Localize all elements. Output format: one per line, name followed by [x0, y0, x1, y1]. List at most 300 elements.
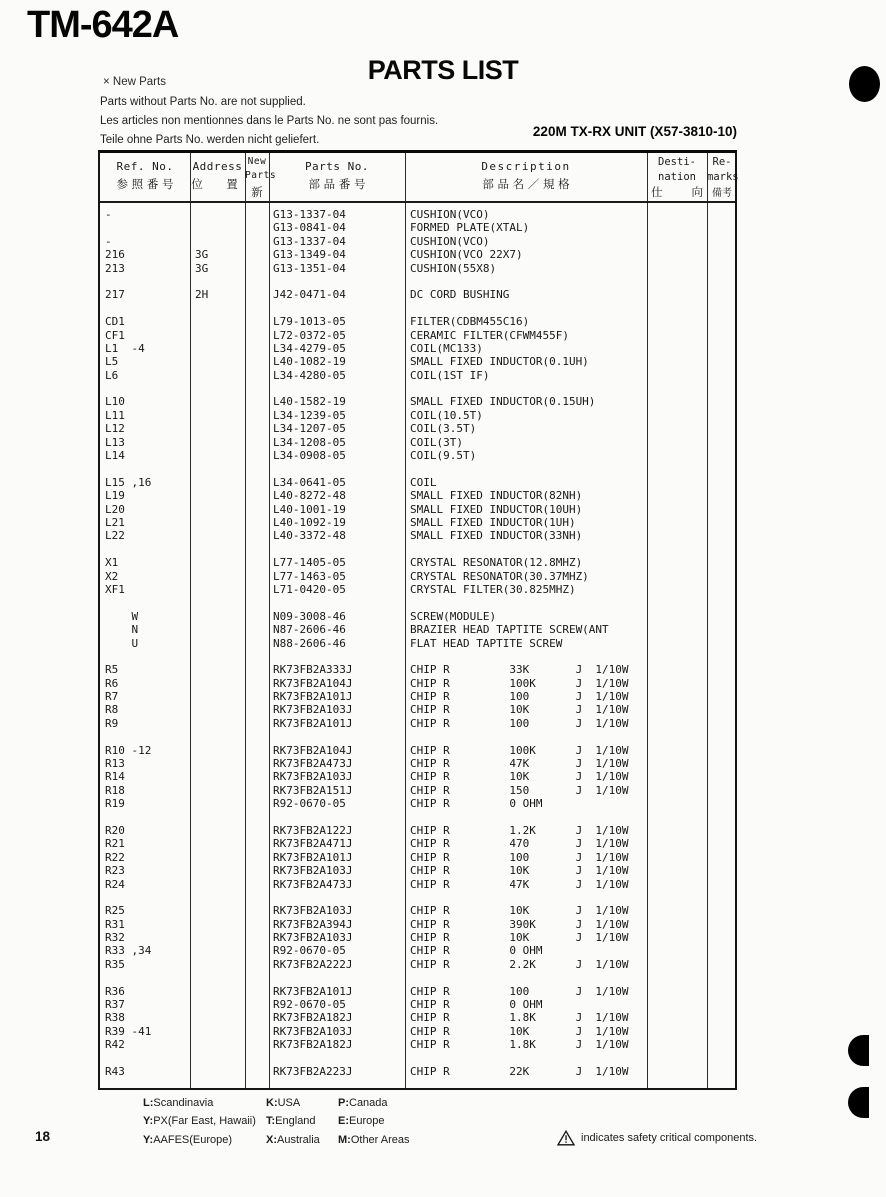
cell-np: [245, 770, 269, 783]
cell-addr: [190, 703, 245, 716]
cell-np: [245, 958, 269, 971]
cell-np: [245, 677, 269, 690]
cell-addr: [190, 770, 245, 783]
safety-note-text: indicates safety critical components.: [581, 1132, 758, 1144]
table-row: [100, 904, 735, 917]
cell-np: [245, 784, 269, 797]
cell-ref: L13: [105, 435, 125, 449]
cell-np: [245, 703, 269, 716]
cell-desc: COIL(9.5T): [410, 449, 477, 463]
table-row: [100, 998, 735, 1011]
cell-ref: X1: [105, 556, 119, 570]
table-row: [100, 489, 735, 502]
table-row: [100, 1065, 735, 1078]
cell-desc: CHIP R 1.8K J 1/10W: [410, 1011, 629, 1025]
table-row: [100, 449, 735, 462]
cell-ref: -: [105, 208, 112, 221]
note-line: Teile ohne Parts No. werden nicht geliefert.: [100, 134, 320, 146]
table-row: [100, 503, 735, 516]
cell-np: [245, 570, 269, 583]
table-row: [100, 637, 735, 650]
cell-np: [245, 851, 269, 864]
cell-addr: [190, 449, 245, 462]
table-row: [100, 944, 735, 957]
cell-desc: CHIP R 0 OHM: [410, 797, 543, 811]
cell-desc: CHIP R 47K J 1/10W: [410, 757, 629, 771]
cell-desc: FLAT HEAD TAPTITE SCREW: [410, 636, 563, 650]
cell-ref: L20: [105, 502, 125, 516]
table-row: [100, 918, 735, 931]
cell-parts: RK73FB2A101J: [273, 984, 353, 998]
page-number: 18: [35, 1129, 51, 1144]
table-row: [100, 1025, 735, 1038]
cell-ref: L15 ,16: [105, 475, 152, 489]
destination-legend: [143, 1097, 498, 1152]
cell-ref: L6: [105, 368, 119, 382]
cell-addr: [190, 864, 245, 877]
cell-addr: 2H: [195, 288, 209, 302]
header-description: Description 部 品 名 ／ 規 格: [481, 160, 571, 191]
cell-np: [245, 529, 269, 542]
legend-item: X:Australia: [266, 1133, 320, 1146]
cell-addr: [190, 998, 245, 1011]
cell-desc: SMALL FIXED INDUCTOR(10UH): [410, 502, 583, 516]
cell-parts: R92-0670-05: [273, 944, 346, 958]
cell-np: [245, 329, 269, 342]
cell-desc: FILTER(CDBM455C16): [410, 315, 530, 329]
warning-triangle-icon: [557, 1130, 575, 1146]
legend-item: Y:PX(Far East, Hawaii): [143, 1115, 256, 1128]
cell-desc: CHIP R 0 OHM: [410, 944, 543, 958]
cell-desc: COIL(3T): [410, 435, 463, 449]
cell-np: [245, 623, 269, 636]
cell-parts: L77-1405-05: [273, 556, 346, 570]
table-row: [100, 315, 735, 328]
table-row: [100, 235, 735, 248]
table-body: [100, 203, 735, 1092]
table-row: [100, 329, 735, 342]
cell-parts: L72-0372-05: [273, 328, 346, 342]
table-row: [100, 757, 735, 770]
table-row: [100, 248, 735, 261]
cell-ref: N: [105, 623, 139, 637]
cell-addr: [190, 221, 245, 234]
cell-addr: [190, 476, 245, 489]
cell-desc: BRAZIER HEAD TAPTITE SCREW(ANT: [410, 623, 609, 637]
cell-np: [245, 369, 269, 382]
cell-np: [245, 395, 269, 408]
cell-parts: R92-0670-05: [273, 998, 346, 1012]
cell-desc: CHIP R 47K J 1/10W: [410, 877, 629, 891]
cell-np: [245, 449, 269, 462]
cell-ref: CF1: [105, 328, 125, 342]
table-row: [100, 556, 735, 569]
cell-np: [245, 436, 269, 449]
cell-ref: R18: [105, 783, 125, 797]
cell-np: [245, 637, 269, 650]
cell-desc: CUSHION(VCO): [410, 208, 490, 221]
cell-addr: [190, 529, 245, 542]
cell-parts: L40-1001-19: [273, 502, 346, 516]
cell-desc: COIL(3.5T): [410, 422, 477, 436]
cell-addr: [190, 690, 245, 703]
cell-parts: L34-0908-05: [273, 449, 346, 463]
table-row: [100, 208, 735, 221]
cell-addr: [190, 342, 245, 355]
cell-ref: L11: [105, 408, 125, 422]
note-line: Les articles non mentionnes dans le Parts No. ne sont pas fournis.: [100, 115, 439, 127]
cell-ref: R14: [105, 770, 125, 784]
cell-parts: G13-1351-04: [273, 261, 346, 275]
cell-addr: [190, 1065, 245, 1078]
cell-addr: [190, 837, 245, 850]
cell-np: [245, 315, 269, 328]
cell-ref: R13: [105, 757, 125, 771]
table-row: [100, 851, 735, 864]
cell-ref: XF1: [105, 582, 125, 596]
cell-desc: CHIP R 2.2K J 1/10W: [410, 957, 629, 971]
cell-desc: CHIP R 10K J 1/10W: [410, 864, 629, 878]
cell-addr: [190, 623, 245, 636]
cell-parts: RK73FB2A122J: [273, 823, 353, 837]
cell-addr: [190, 583, 245, 596]
cell-parts: L40-3372-48: [273, 529, 346, 543]
cell-ref: R25: [105, 904, 125, 918]
safety-note: [557, 1130, 757, 1146]
table-row: [100, 262, 735, 275]
note-line: Parts without Parts No. are not supplied.: [100, 96, 306, 108]
cell-np: [245, 503, 269, 516]
cell-parts: RK73FB2A103J: [273, 864, 353, 878]
cell-parts: L34-1207-05: [273, 422, 346, 436]
cell-addr: [190, 931, 245, 944]
table-row: [100, 824, 735, 837]
header-new-parts: New Parts 新: [245, 156, 277, 199]
cell-parts: L34-1239-05: [273, 408, 346, 422]
cell-addr: [190, 395, 245, 408]
cell-ref: -: [105, 234, 112, 248]
cell-np: [245, 409, 269, 422]
cell-addr: [190, 235, 245, 248]
cell-np: [245, 824, 269, 837]
cell-desc: FORMED PLATE(XTAL): [410, 221, 530, 235]
cell-desc: COIL: [410, 475, 437, 489]
cell-parts: RK73FB2A182J: [273, 1011, 353, 1025]
table-row: [100, 516, 735, 529]
cell-parts: G13-0841-04: [273, 221, 346, 235]
legend-item: E:Europe: [338, 1115, 385, 1128]
cell-parts: L77-1463-05: [273, 569, 346, 583]
cell-addr: [190, 1025, 245, 1038]
cell-addr: [190, 570, 245, 583]
cell-desc: SCREW(MODULE): [410, 609, 497, 623]
cell-ref: L12: [105, 422, 125, 436]
cell-addr: [190, 904, 245, 917]
cell-parts: G13-1349-04: [273, 248, 346, 262]
cell-desc: CHIP R 10K J 1/10W: [410, 703, 629, 717]
cell-parts: RK73FB2A103J: [273, 1024, 353, 1038]
cell-np: [245, 931, 269, 944]
cell-addr: [190, 369, 245, 382]
cell-ref: W: [105, 609, 139, 623]
table-row: [100, 717, 735, 730]
table-row: [100, 690, 735, 703]
cell-addr: [190, 422, 245, 435]
cell-np: [245, 221, 269, 234]
table-row: [100, 744, 735, 757]
cell-desc: DC CORD BUSHING: [410, 288, 510, 302]
cell-ref: R35: [105, 957, 125, 971]
cell-ref: 217: [105, 288, 125, 302]
cell-addr: [190, 663, 245, 676]
cell-addr: [190, 851, 245, 864]
cell-parts: L40-8272-48: [273, 489, 346, 503]
cell-np: [245, 262, 269, 275]
notes-block: [100, 93, 438, 150]
cell-np: [245, 690, 269, 703]
cell-desc: SMALL FIXED INDUCTOR(82NH): [410, 489, 583, 503]
table-row: [100, 770, 735, 783]
cell-addr: [190, 436, 245, 449]
cell-desc: CHIP R 100 J 1/10W: [410, 690, 629, 704]
cell-np: [245, 1011, 269, 1024]
header-ref: Ref. No. 参 照 番 号: [116, 160, 174, 191]
cell-np: [245, 904, 269, 917]
cell-addr: [190, 824, 245, 837]
cell-parts: J42-0471-04: [273, 288, 346, 302]
cell-desc: CRYSTAL RESONATOR(30.37MHZ): [410, 569, 589, 583]
cell-parts: L71-0420-05: [273, 582, 346, 596]
cell-desc: CHIP R 470 J 1/10W: [410, 837, 629, 851]
cell-ref: R33 ,34: [105, 944, 152, 958]
cell-parts: L40-1582-19: [273, 395, 346, 409]
edge-mark: [848, 1035, 869, 1066]
cell-ref: R37: [105, 998, 125, 1012]
cell-ref: L1 -4: [105, 341, 145, 355]
cell-parts: N88-2606-46: [273, 636, 346, 650]
cell-ref: R8: [105, 703, 119, 717]
cell-desc: CHIP R 150 J 1/10W: [410, 783, 629, 797]
table-row: [100, 288, 735, 301]
cell-desc: CUSHION(55X8): [410, 261, 497, 275]
cell-np: [245, 717, 269, 730]
cell-ref: R43: [105, 1065, 125, 1078]
cell-ref: L10: [105, 395, 125, 409]
cell-desc: CHIP R 1.2K J 1/10W: [410, 823, 629, 837]
cell-np: [245, 489, 269, 502]
table-row: [100, 985, 735, 998]
table-row: [100, 784, 735, 797]
cell-addr: [190, 1011, 245, 1024]
table-row: [100, 1038, 735, 1051]
cell-parts: G13-1337-04: [273, 234, 346, 248]
header-address: Address 位 置: [191, 160, 244, 191]
cell-parts: RK73FB2A101J: [273, 850, 353, 864]
table-row: [100, 610, 735, 623]
cell-parts: L34-1208-05: [273, 435, 346, 449]
cell-addr: [190, 409, 245, 422]
cell-desc: CHIP R 10K J 1/10W: [410, 1024, 629, 1038]
cell-desc: SMALL FIXED INDUCTOR(0.15UH): [410, 395, 596, 409]
cell-ref: R22: [105, 850, 125, 864]
cell-ref: R19: [105, 797, 125, 811]
cell-ref: R7: [105, 690, 119, 704]
cell-np: [245, 757, 269, 770]
cell-addr: [190, 717, 245, 730]
table-row: [100, 529, 735, 542]
cell-ref: R32: [105, 931, 125, 945]
table-row: [100, 395, 735, 408]
cell-parts: N09-3008-46: [273, 609, 346, 623]
cell-addr: [190, 556, 245, 569]
cell-parts: RK73FB2A222J: [273, 957, 353, 971]
cell-np: [245, 422, 269, 435]
cell-addr: [190, 329, 245, 342]
cell-np: [245, 476, 269, 489]
cell-addr: [190, 757, 245, 770]
cell-desc: CHIP R 10K J 1/10W: [410, 904, 629, 918]
cell-ref: L22: [105, 529, 125, 543]
cell-addr: [190, 610, 245, 623]
cell-ref: [100, 221, 190, 234]
cell-desc: CHIP R 0 OHM: [410, 998, 543, 1012]
cell-ref: R24: [105, 877, 125, 891]
cell-np: [245, 556, 269, 569]
cell-np: [245, 342, 269, 355]
cell-parts: RK73FB2A103J: [273, 904, 353, 918]
cell-ref: U: [105, 636, 139, 650]
cell-ref: R21: [105, 837, 125, 851]
cell-parts: RK73FB2A104J: [273, 743, 353, 757]
legend-item: T:England: [266, 1115, 316, 1128]
cell-np: [245, 583, 269, 596]
table-row: [100, 797, 735, 810]
cell-parts: RK73FB2A473J: [273, 877, 353, 891]
table-row: [100, 583, 735, 596]
edge-mark: [848, 1087, 869, 1118]
cell-desc: COIL(10.5T): [410, 408, 483, 422]
cell-ref: R42: [105, 1038, 125, 1052]
cell-np: [245, 837, 269, 850]
cell-ref: R20: [105, 823, 125, 837]
cell-parts: RK73FB2A394J: [273, 917, 353, 931]
cell-desc: CRYSTAL RESONATOR(12.8MHZ): [410, 556, 583, 570]
cell-ref: L14: [105, 449, 125, 463]
cell-parts: L40-1092-19: [273, 515, 346, 529]
legend-item: L:Scandinavia: [143, 1097, 214, 1109]
cell-parts: L79-1013-05: [273, 315, 346, 329]
cell-parts: RK73FB2A151J: [273, 783, 353, 797]
cell-addr: [190, 677, 245, 690]
cell-np: [245, 1065, 269, 1078]
table-row: [100, 436, 735, 449]
cell-parts: R92-0670-05: [273, 797, 346, 811]
cell-addr: [190, 208, 245, 221]
cell-np: [245, 663, 269, 676]
cell-desc: SMALL FIXED INDUCTOR(1UH): [410, 515, 576, 529]
table-row: [100, 837, 735, 850]
header-parts-no: Parts No. 部 品 番 号: [304, 160, 370, 191]
cell-parts: RK73FB2A333J: [273, 663, 353, 677]
cell-addr: [190, 503, 245, 516]
header-destination: Desti- nation 仕 向: [651, 156, 703, 199]
cell-ref: CD1: [105, 315, 125, 329]
cell-parts: RK73FB2A103J: [273, 770, 353, 784]
table-row: [100, 958, 735, 971]
cell-ref: R39 -41: [105, 1024, 152, 1038]
table-row: [100, 623, 735, 636]
cell-np: [245, 944, 269, 957]
cell-addr: [190, 744, 245, 757]
cell-ref: R5: [105, 663, 119, 677]
cell-parts: RK73FB2A471J: [273, 837, 353, 851]
legend-item: K:USA: [266, 1097, 301, 1109]
cell-addr: [190, 918, 245, 931]
cell-addr: [190, 784, 245, 797]
cell-parts: L40-1082-19: [273, 355, 346, 369]
cell-np: [245, 288, 269, 301]
cell-np: [245, 918, 269, 931]
table-row: [100, 342, 735, 355]
cell-addr: [190, 958, 245, 971]
cell-addr: [190, 985, 245, 998]
cell-parts: RK73FB2A101J: [273, 716, 353, 730]
cell-np: [245, 998, 269, 1011]
cell-desc: CHIP R 1.8K J 1/10W: [410, 1038, 629, 1052]
table-row: [100, 476, 735, 489]
cell-parts: RK73FB2A101J: [273, 690, 353, 704]
cell-np: [245, 1025, 269, 1038]
cell-addr: [190, 637, 245, 650]
cell-ref: R31: [105, 917, 125, 931]
cell-np: [245, 516, 269, 529]
table-row: [100, 663, 735, 676]
cell-ref: R36: [105, 984, 125, 998]
cell-parts: RK73FB2A182J: [273, 1038, 353, 1052]
new-parts-marker: × New Parts: [103, 76, 166, 88]
cell-desc: CHIP R 100K J 1/10W: [410, 743, 629, 757]
cell-ref: R23: [105, 864, 125, 878]
cell-addr: [190, 1038, 245, 1051]
doc-title: TM-642A: [27, 4, 179, 46]
cell-desc: SMALL FIXED INDUCTOR(33NH): [410, 529, 583, 543]
cell-parts: RK73FB2A103J: [273, 703, 353, 717]
cell-parts: N87-2606-46: [273, 623, 346, 637]
cell-desc: CHIP R 390K J 1/10W: [410, 917, 629, 931]
cell-parts: L34-4279-05: [273, 341, 346, 355]
cell-desc: CHIP R 22K J 1/10W: [410, 1065, 629, 1078]
cell-ref: L5: [105, 355, 119, 369]
cell-parts: G13-1337-04: [273, 208, 346, 221]
table-row: [100, 878, 735, 891]
cell-desc: CUSHION(VCO): [410, 234, 490, 248]
cell-ref: L21: [105, 515, 125, 529]
cell-desc: CRYSTAL FILTER(30.825MHZ): [410, 582, 576, 596]
cell-ref: R6: [105, 676, 119, 690]
table-row: [100, 931, 735, 944]
table-row: [100, 703, 735, 716]
cell-addr: [190, 516, 245, 529]
cell-np: [245, 864, 269, 877]
table-row: [100, 864, 735, 877]
cell-desc: CHIP R 33K J 1/10W: [410, 663, 629, 677]
cell-desc: CHIP R 100 J 1/10W: [410, 984, 629, 998]
unit-title: 220M TX-RX UNIT (X57-3810-10): [532, 124, 737, 139]
cell-ref: 213: [105, 261, 125, 275]
table-row: [100, 355, 735, 368]
cell-ref: R10 -12: [105, 743, 152, 757]
cell-desc: CUSHION(VCO 22X7): [410, 248, 523, 262]
